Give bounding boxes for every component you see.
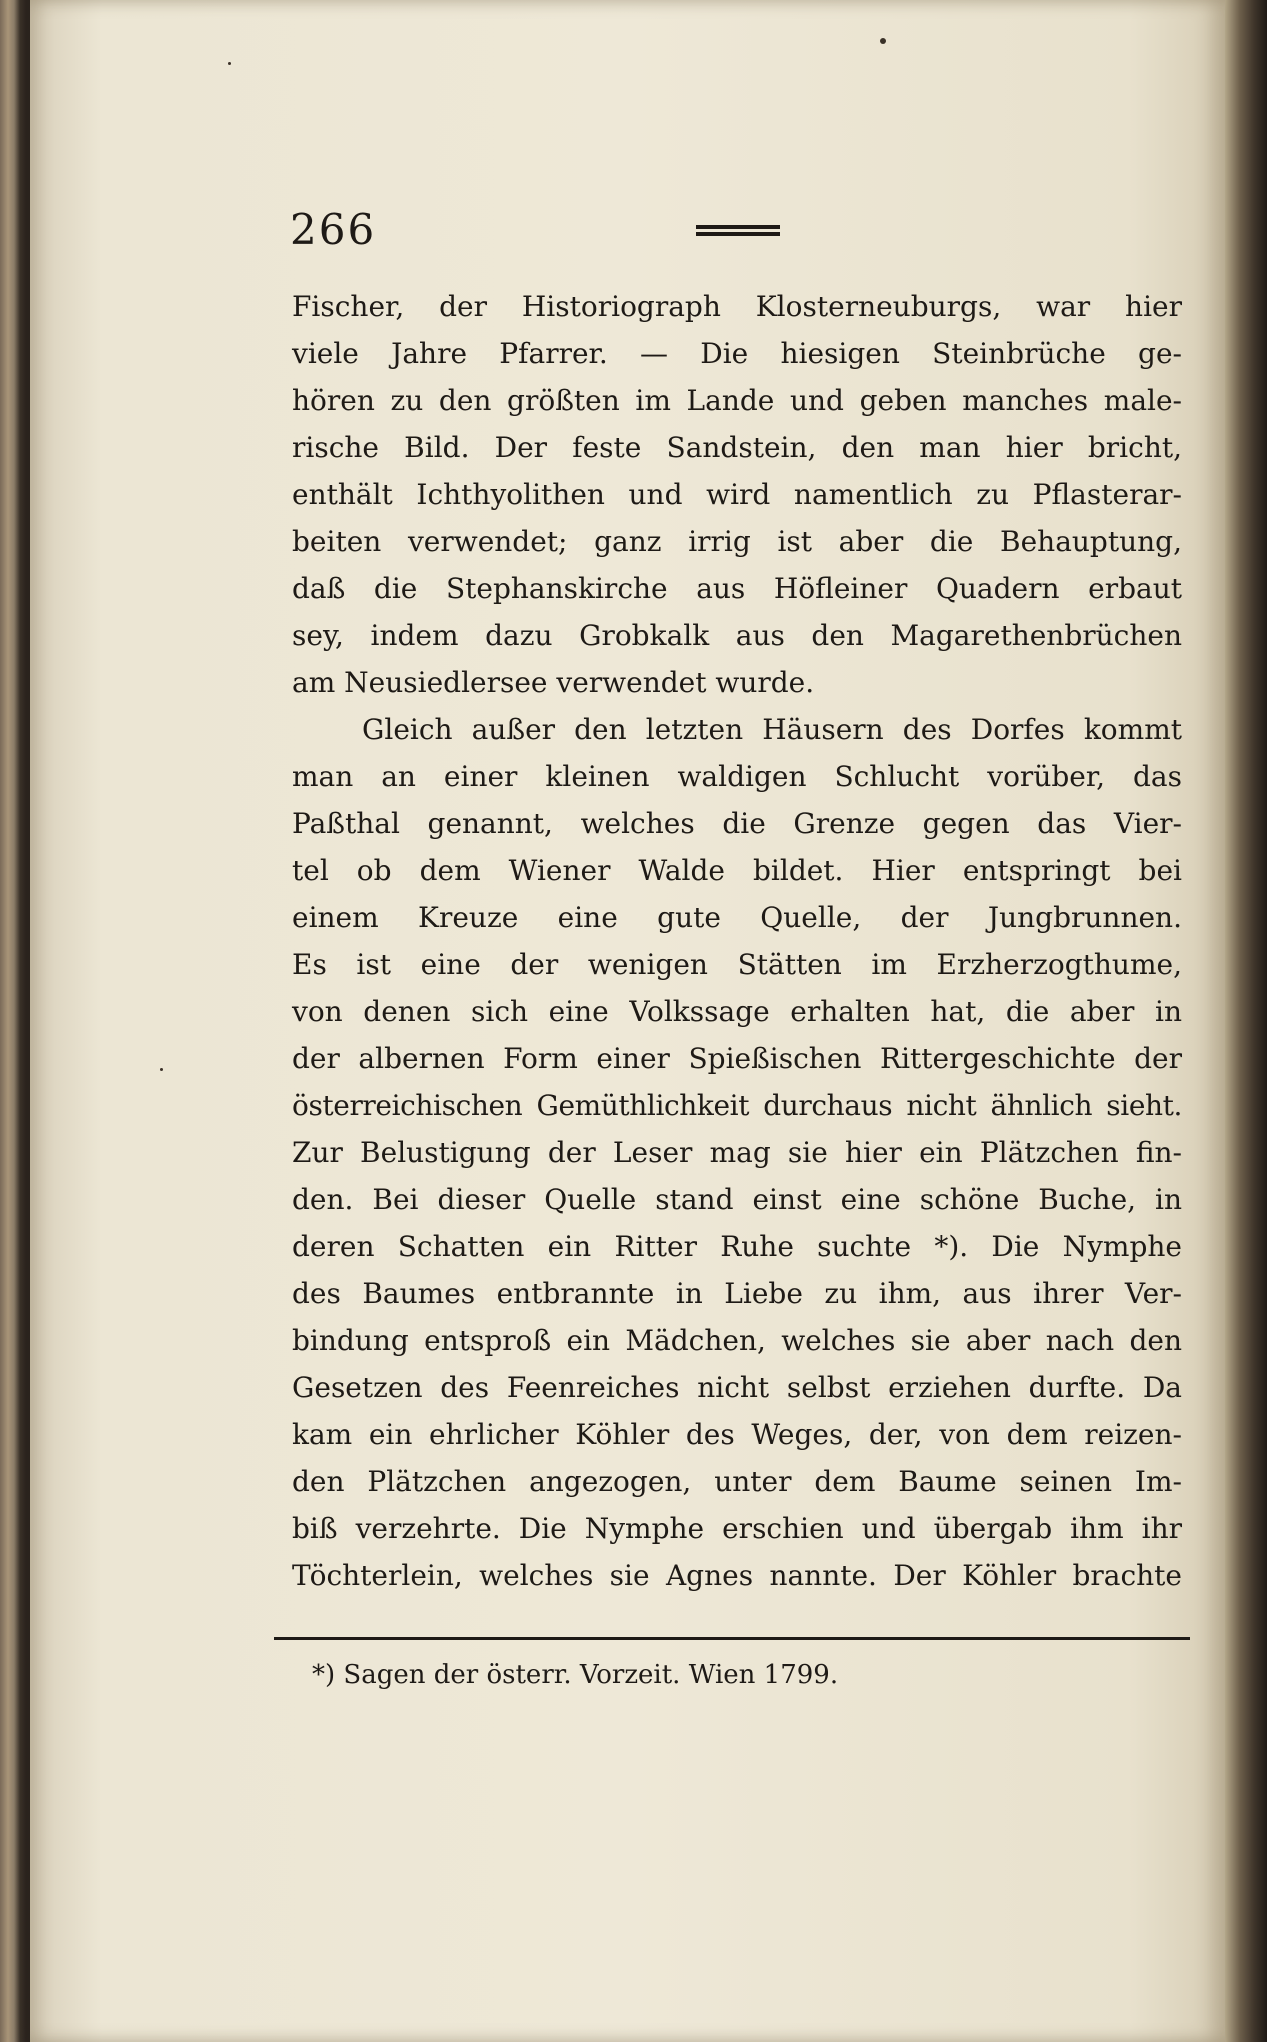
page-number: 266 xyxy=(290,205,377,254)
header-double-rule xyxy=(696,225,780,236)
text-line: Gesetzen des Feenreiches nicht selbst erziehen durfte. Da xyxy=(292,1371,1182,1404)
page-header xyxy=(290,205,1190,265)
text-line: den Plätzchen angezogen, unter dem Baume seinen Im- xyxy=(292,1465,1182,1498)
text-line: enthält Ichthyolithen und wird namentlich zu Pflasterar- xyxy=(292,478,1182,511)
text-line: am Neusiedlersee verwendet wurde. xyxy=(292,666,815,699)
text-line: rische Bild. Der feste Sandstein, den man hier bricht, xyxy=(292,431,1182,464)
text-line: Töchterlein, welches sie Agnes nannte. Der Köhler brachte xyxy=(292,1559,1182,1592)
text-line: des Baumes entbrannte in Liebe zu ihm, aus ihrer Ver- xyxy=(292,1277,1182,1310)
text-line: österreichischen Gemüthlichkeit durchaus nicht ähnlich sieht. xyxy=(292,1089,1182,1122)
text-line: Fischer, der Historiograph Klosterneuburgs, war hier xyxy=(292,290,1182,323)
text-line: sey, indem dazu Grobkalk aus den Magarethenbrüchen xyxy=(292,619,1182,652)
text-line: der albernen Form einer Spießischen Rittergeschichte der xyxy=(292,1042,1182,1075)
footnote-rule xyxy=(274,1637,1190,1640)
text-line: man an einer kleinen waldigen Schlucht vorüber, das xyxy=(292,760,1182,793)
text-line: beiten verwendet; ganz irrig ist aber die Behauptung, xyxy=(292,525,1182,558)
text-line: bindung entsproß ein Mädchen, welches sie aber nach den xyxy=(292,1324,1182,1357)
text-line: deren Schatten ein Ritter Ruhe suchte *). Die Nymphe xyxy=(292,1230,1182,1263)
text-line: den. Bei dieser Quelle stand einst eine schöne Buche, in xyxy=(292,1183,1182,1216)
paper-speck xyxy=(880,38,886,44)
text-line: biß verzehrte. Die Nymphe erschien und übergab ihm ihr xyxy=(292,1512,1182,1545)
paper-speck xyxy=(160,1068,163,1071)
text-line: Gleich außer den letzten Häusern des Dorfes kommt xyxy=(362,713,1182,746)
text-line: Paßthal genannt, welches die Grenze gegen das Vier- xyxy=(292,807,1182,840)
book-page xyxy=(30,0,1225,2042)
page-edge-shadow xyxy=(1225,0,1267,2042)
text-line: Zur Belustigung der Leser mag sie hier ein Plätzchen fin- xyxy=(292,1136,1182,1169)
text-line: Es ist eine der wenigen Stätten im Erzherzogthume, xyxy=(292,948,1182,981)
text-line: daß die Stephanskirche aus Höfleiner Quadern erbaut xyxy=(292,572,1182,605)
body-text xyxy=(292,283,1182,1599)
text-line: kam ein ehrlicher Köhler des Weges, der, von dem reizen- xyxy=(292,1418,1182,1451)
text-line: einem Kreuze eine gute Quelle, der Jungbrunnen. xyxy=(292,901,1182,934)
text-line: tel ob dem Wiener Walde bildet. Hier entspringt bei xyxy=(292,854,1182,887)
text-line: viele Jahre Pfarrer. — Die hiesigen Steinbrüche ge- xyxy=(292,337,1182,370)
text-line: hören zu den größten im Lande und geben manches male- xyxy=(292,384,1182,417)
footnote: *) Sagen der österr. Vorzeit. Wien 1799. xyxy=(312,1660,839,1690)
text-line: von denen sich eine Volkssage erhalten hat, die aber in xyxy=(292,995,1182,1028)
paper-speck xyxy=(228,62,231,65)
